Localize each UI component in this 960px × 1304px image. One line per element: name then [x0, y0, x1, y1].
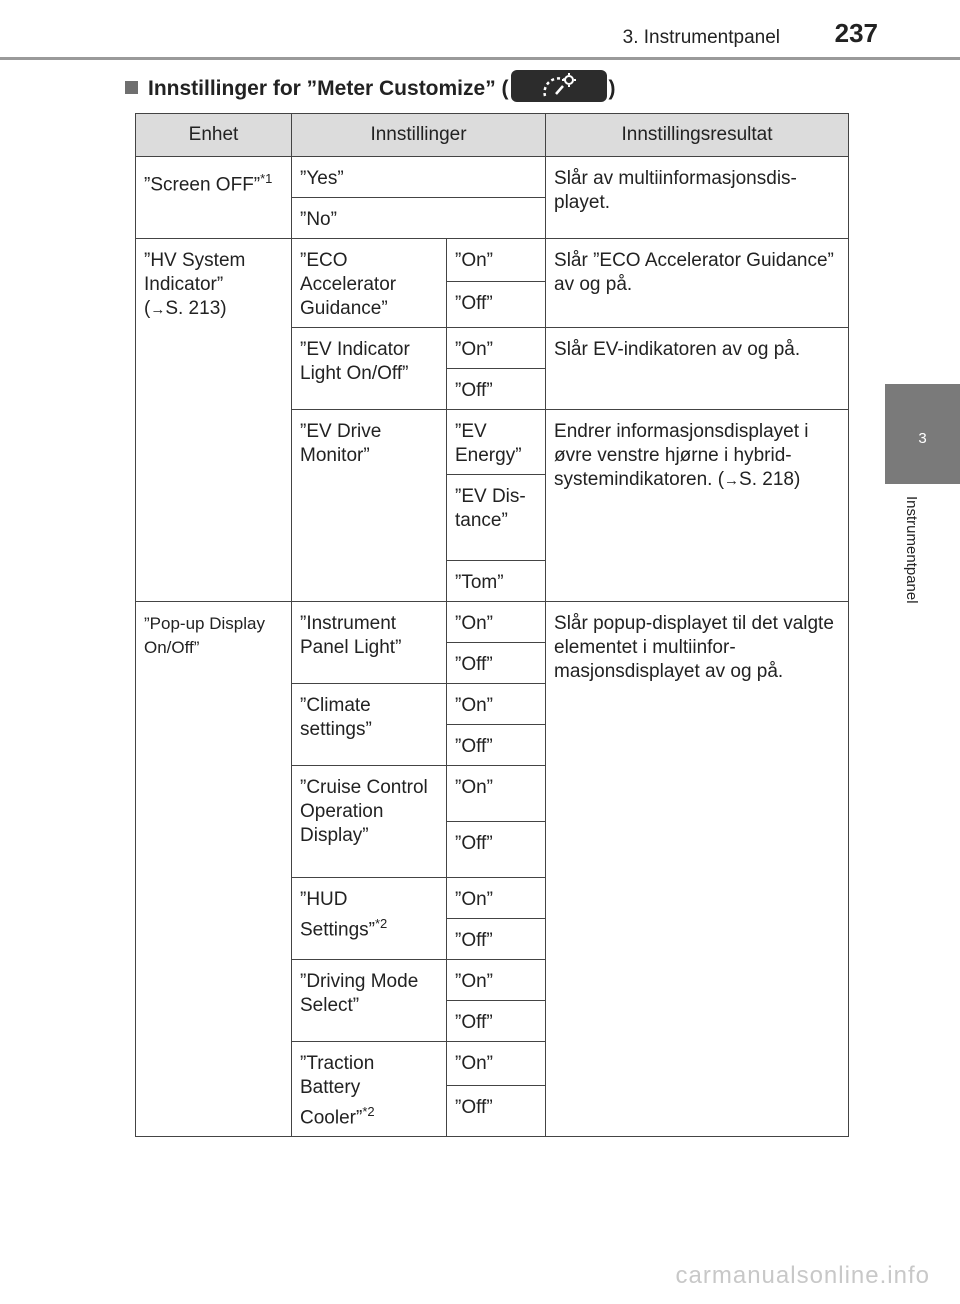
option-cell: ”Off”: [447, 281, 546, 327]
option-cell: ”Off”: [447, 369, 546, 410]
setting-name: ”Cruise Control Operation Display”: [292, 766, 447, 878]
option-cell: ”On”: [447, 960, 546, 1001]
option-cell: ”On”: [447, 328, 546, 369]
arrow-right-icon: →: [724, 472, 740, 489]
setting-name: ”Traction Battery Cooler”$^{*2}$: [292, 1042, 447, 1137]
settings-table: [135, 113, 849, 1137]
option-cell: ”EV Distance”: [447, 475, 546, 561]
header-rule: [0, 57, 960, 60]
setting-name: ”EV Indicator Light On/Off”: [292, 328, 447, 410]
setting-name: ”Driving Mode Select”: [292, 960, 447, 1042]
result-cell: Endrer informasjonsdisplayet i øvre venstre hjørne i hybridsystemindikatoren. (→S. 218): [546, 410, 849, 602]
result-cell: Slår popup-displayet til det valgte elementet i multiinformasjonsdisplayet av og på.: [546, 602, 849, 1137]
bullet-square-icon: [125, 81, 138, 94]
column-header-unit: Enhet: [136, 114, 292, 157]
option-cell: ”Off”: [447, 1001, 546, 1042]
option-cell: ”No”: [292, 198, 546, 239]
column-header-result: Innstillingsresultat: [546, 114, 849, 157]
result-cell: Slår av multiinformasjonsdisplayet.: [546, 157, 849, 239]
option-cell: ”On”: [447, 684, 546, 725]
section-heading: [125, 70, 616, 102]
option-cell: ”On”: [447, 1042, 546, 1086]
meter-customize-icon: [511, 70, 607, 102]
result-cell: Slår EV-indikatoren av og på.: [546, 328, 849, 410]
setting-name: ”Climate settings”: [292, 684, 447, 766]
option-cell: ”On”: [447, 878, 546, 919]
option-cell: ”EV Energy”: [447, 410, 546, 475]
section-title: 3. Instrumentpanel: [622, 27, 780, 48]
unit-screen-off: ”Screen OFF”$^{*1}$: [136, 157, 292, 239]
chapter-label: Instrumentpanel: [903, 496, 920, 604]
unit-popup-display: ”Pop-up Display On/Off”: [136, 602, 292, 1137]
unit-hv-system: ”HV System Indicator” (→S. 213): [136, 239, 292, 602]
column-header-settings: Innstillinger: [292, 114, 546, 157]
option-cell: ”On”: [447, 766, 546, 822]
option-cell: ”Off”: [447, 643, 546, 684]
chapter-number: 3: [918, 430, 927, 447]
option-cell: ”Yes”: [292, 157, 546, 198]
option-cell: ”On”: [447, 239, 546, 282]
option-cell: ”Off”: [447, 1085, 546, 1136]
option-cell: ”Off”: [447, 725, 546, 766]
heading-suffix: ): [608, 77, 616, 100]
watermark: carmanualsonline.info: [675, 1262, 930, 1289]
setting-name: ”EV Drive Monitor”: [292, 410, 447, 602]
setting-name: ”ECO Accelerator Guidance”: [292, 239, 447, 328]
option-cell: ”Off”: [447, 919, 546, 960]
option-cell: ”Tom”: [447, 561, 546, 602]
page-number: 237: [834, 18, 878, 48]
setting-name: ”Instrument Panel Light”: [292, 602, 447, 684]
table-header-row: [136, 114, 849, 157]
result-cell: Slår ”ECO Accelerator Guidance” av og på.: [546, 239, 849, 328]
arrow-right-icon: →: [150, 301, 166, 318]
table-row: [136, 602, 849, 643]
table-row: [136, 239, 849, 282]
option-cell: ”On”: [447, 602, 546, 643]
heading-text: Innstillinger for ”Meter Customize” (: [148, 77, 509, 100]
option-cell: ”Off”: [447, 822, 546, 878]
table-row: [136, 157, 849, 198]
setting-name: ”HUD Settings”$^{*2}$: [292, 878, 447, 960]
chapter-label-area: [885, 484, 960, 674]
